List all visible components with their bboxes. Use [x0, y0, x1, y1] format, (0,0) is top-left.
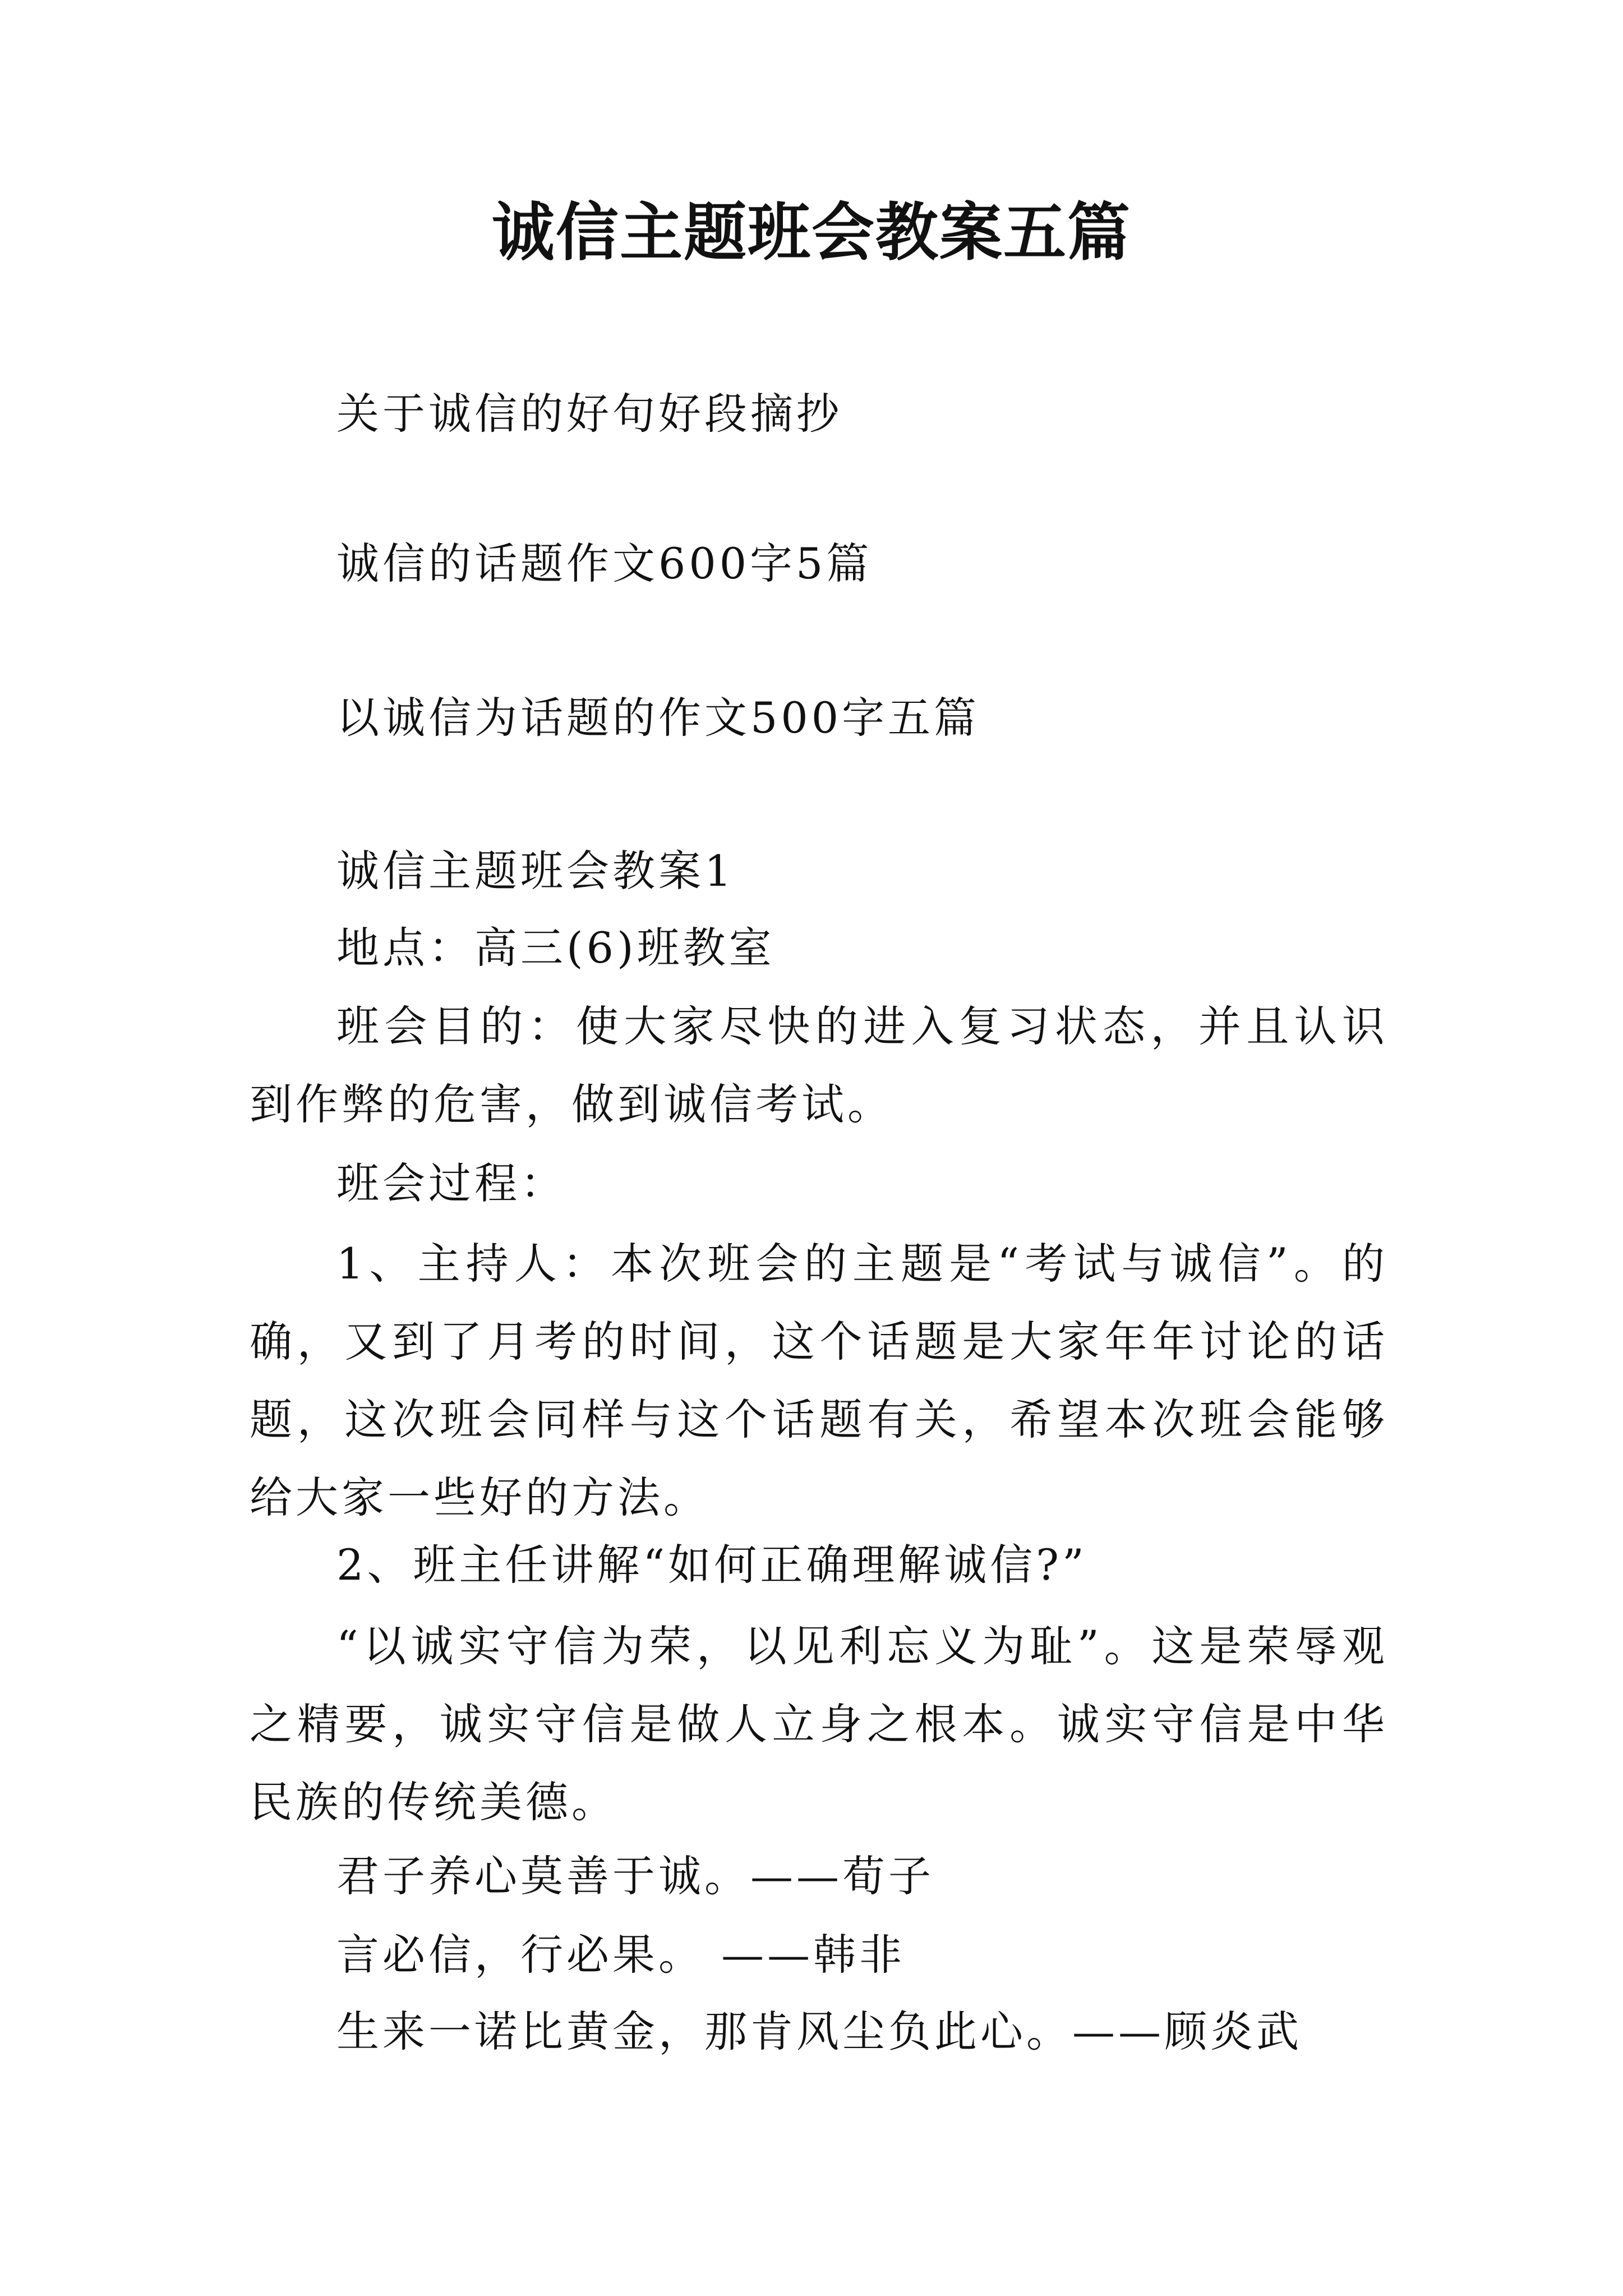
section-heading: 诚信主题班会教案1 [336, 846, 735, 896]
quote-hanfei: 言必信，行必果。 ——韩非 [336, 1930, 906, 1980]
honor-paragraph: “以诚实守信为荣，以见利忘义为耻”。这是荣辱观之精要，诚实守信是做人立身之根本。诚实守信是中华民族的传统美德。 [250, 1621, 1388, 1827]
document-title: 诚信主题班会教案五篇 [492, 196, 1131, 269]
step2-line: 2、班主任讲解“如何正确理解诚信?” [336, 1540, 1087, 1590]
step1-paragraph: 1、主持人：本次班会的主题是“考试与诚信”。的确，又到了月考的时间，这个话题是大家年年讨论的话题，这次班会同样与这个话题有关，希望本次班会能够给大家一些好的方法。 [250, 1239, 1388, 1522]
purpose-paragraph: 班会目的：使大家尽快的进入复习状态，并且认识到作弊的危害，做到诚信考试。 [250, 1001, 1388, 1129]
link-essay-500[interactable]: 以诚信为话题的作文500字五篇 [336, 693, 980, 743]
process-label: 班会过程： [336, 1158, 566, 1208]
link-essay-600[interactable]: 诚信的话题作文600字5篇 [336, 539, 873, 588]
quote-guyanwu: 生来一诺比黄金，那肯风尘负此心。——顾炎武 [336, 2007, 1302, 2056]
location-line: 地点：高三(6)班教室 [336, 923, 775, 973]
link-good-sentences[interactable]: 关于诚信的好句好段摘抄 [336, 389, 842, 439]
quote-xunzi: 君子养心莫善于诚。——荀子 [336, 1851, 934, 1901]
